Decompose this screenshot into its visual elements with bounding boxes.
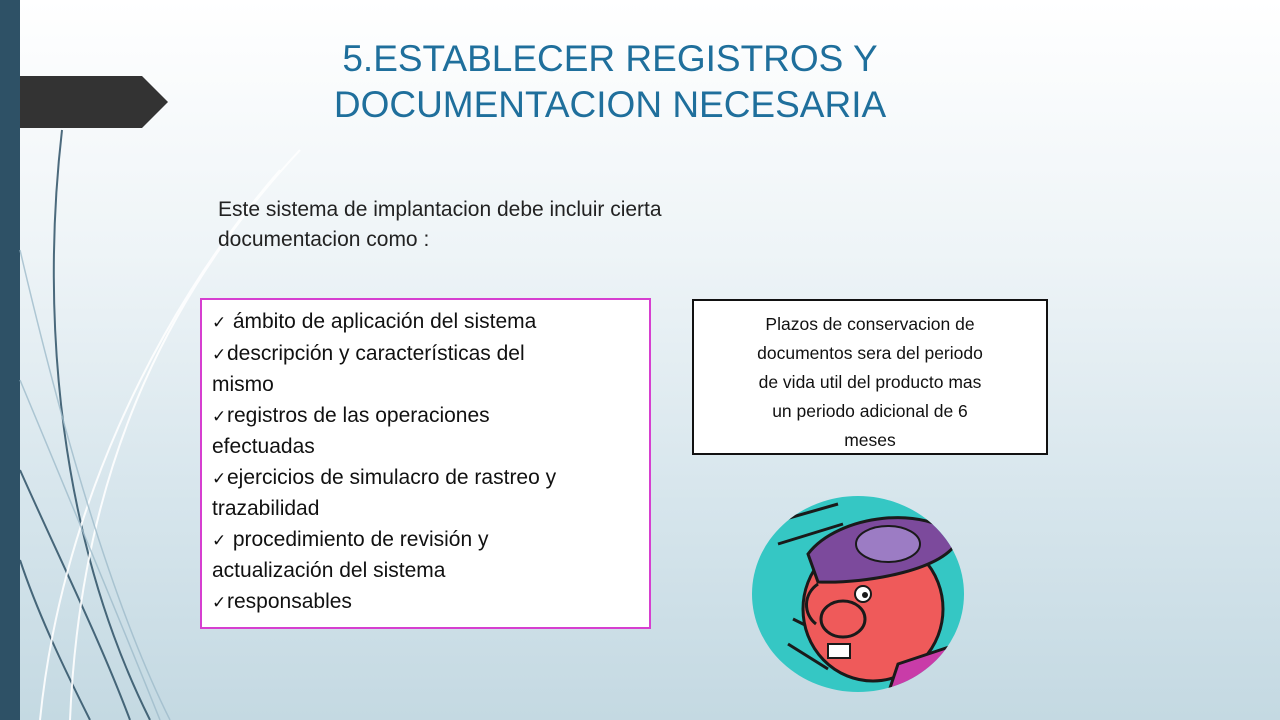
checklist-item-text: registros de las operaciones — [227, 403, 490, 427]
checklist-item-continuation: efectuadas — [212, 435, 315, 458]
checklist-item — [212, 401, 639, 463]
intro-text — [218, 195, 858, 255]
checklist-item-text: ejercicios de simulacro de rastreo y — [227, 465, 557, 489]
checkmark-icon: ✓ — [212, 530, 227, 550]
checkmark-icon: ✓ — [212, 468, 227, 488]
intro-line-2: documentacion como : — [218, 228, 430, 251]
checklist-item — [212, 587, 639, 619]
checklist-item-text: responsables — [227, 589, 352, 613]
checkmark-icon: ✓ — [212, 406, 227, 426]
checklist-item — [212, 463, 639, 525]
checklist-item-continuation: actualización del sistema — [212, 559, 446, 582]
slide-title — [230, 36, 990, 128]
checkmark-icon: ✓ — [212, 344, 227, 364]
checklist-item-text: procedimiento de revisión y — [227, 527, 489, 551]
checklist-item — [212, 525, 639, 587]
documentation-checklist — [200, 298, 651, 629]
note-line: un periodo adicional de 6 — [772, 401, 968, 421]
intro-line-1: Este sistema de implantacion debe incluir cierta — [218, 198, 662, 221]
checklist-item — [212, 339, 639, 401]
checkmark-icon: ✓ — [212, 592, 227, 612]
title-arrow-tab — [20, 76, 168, 128]
note-line: documentos sera del periodo — [757, 343, 983, 363]
checklist-item-text: descripción y características del — [227, 341, 525, 365]
note-line: meses — [844, 430, 896, 450]
note-line: Plazos de conservacion de — [765, 314, 975, 334]
person-magnifier-clipart-icon — [748, 494, 968, 694]
title-line-2: DOCUMENTACION NECESARIA — [333, 84, 887, 125]
checklist-item-continuation: trazabilidad — [212, 497, 320, 520]
retention-note-box — [692, 299, 1048, 455]
checklist-item — [212, 307, 639, 339]
note-line: de vida util del producto mas — [758, 372, 982, 392]
checklist-item-continuation: mismo — [212, 373, 274, 396]
title-line-1: 5.ESTABLECER REGISTROS Y — [342, 38, 878, 79]
checkmark-icon: ✓ — [212, 313, 227, 332]
checklist-item-text: ámbito de aplicación del sistema — [227, 310, 537, 333]
